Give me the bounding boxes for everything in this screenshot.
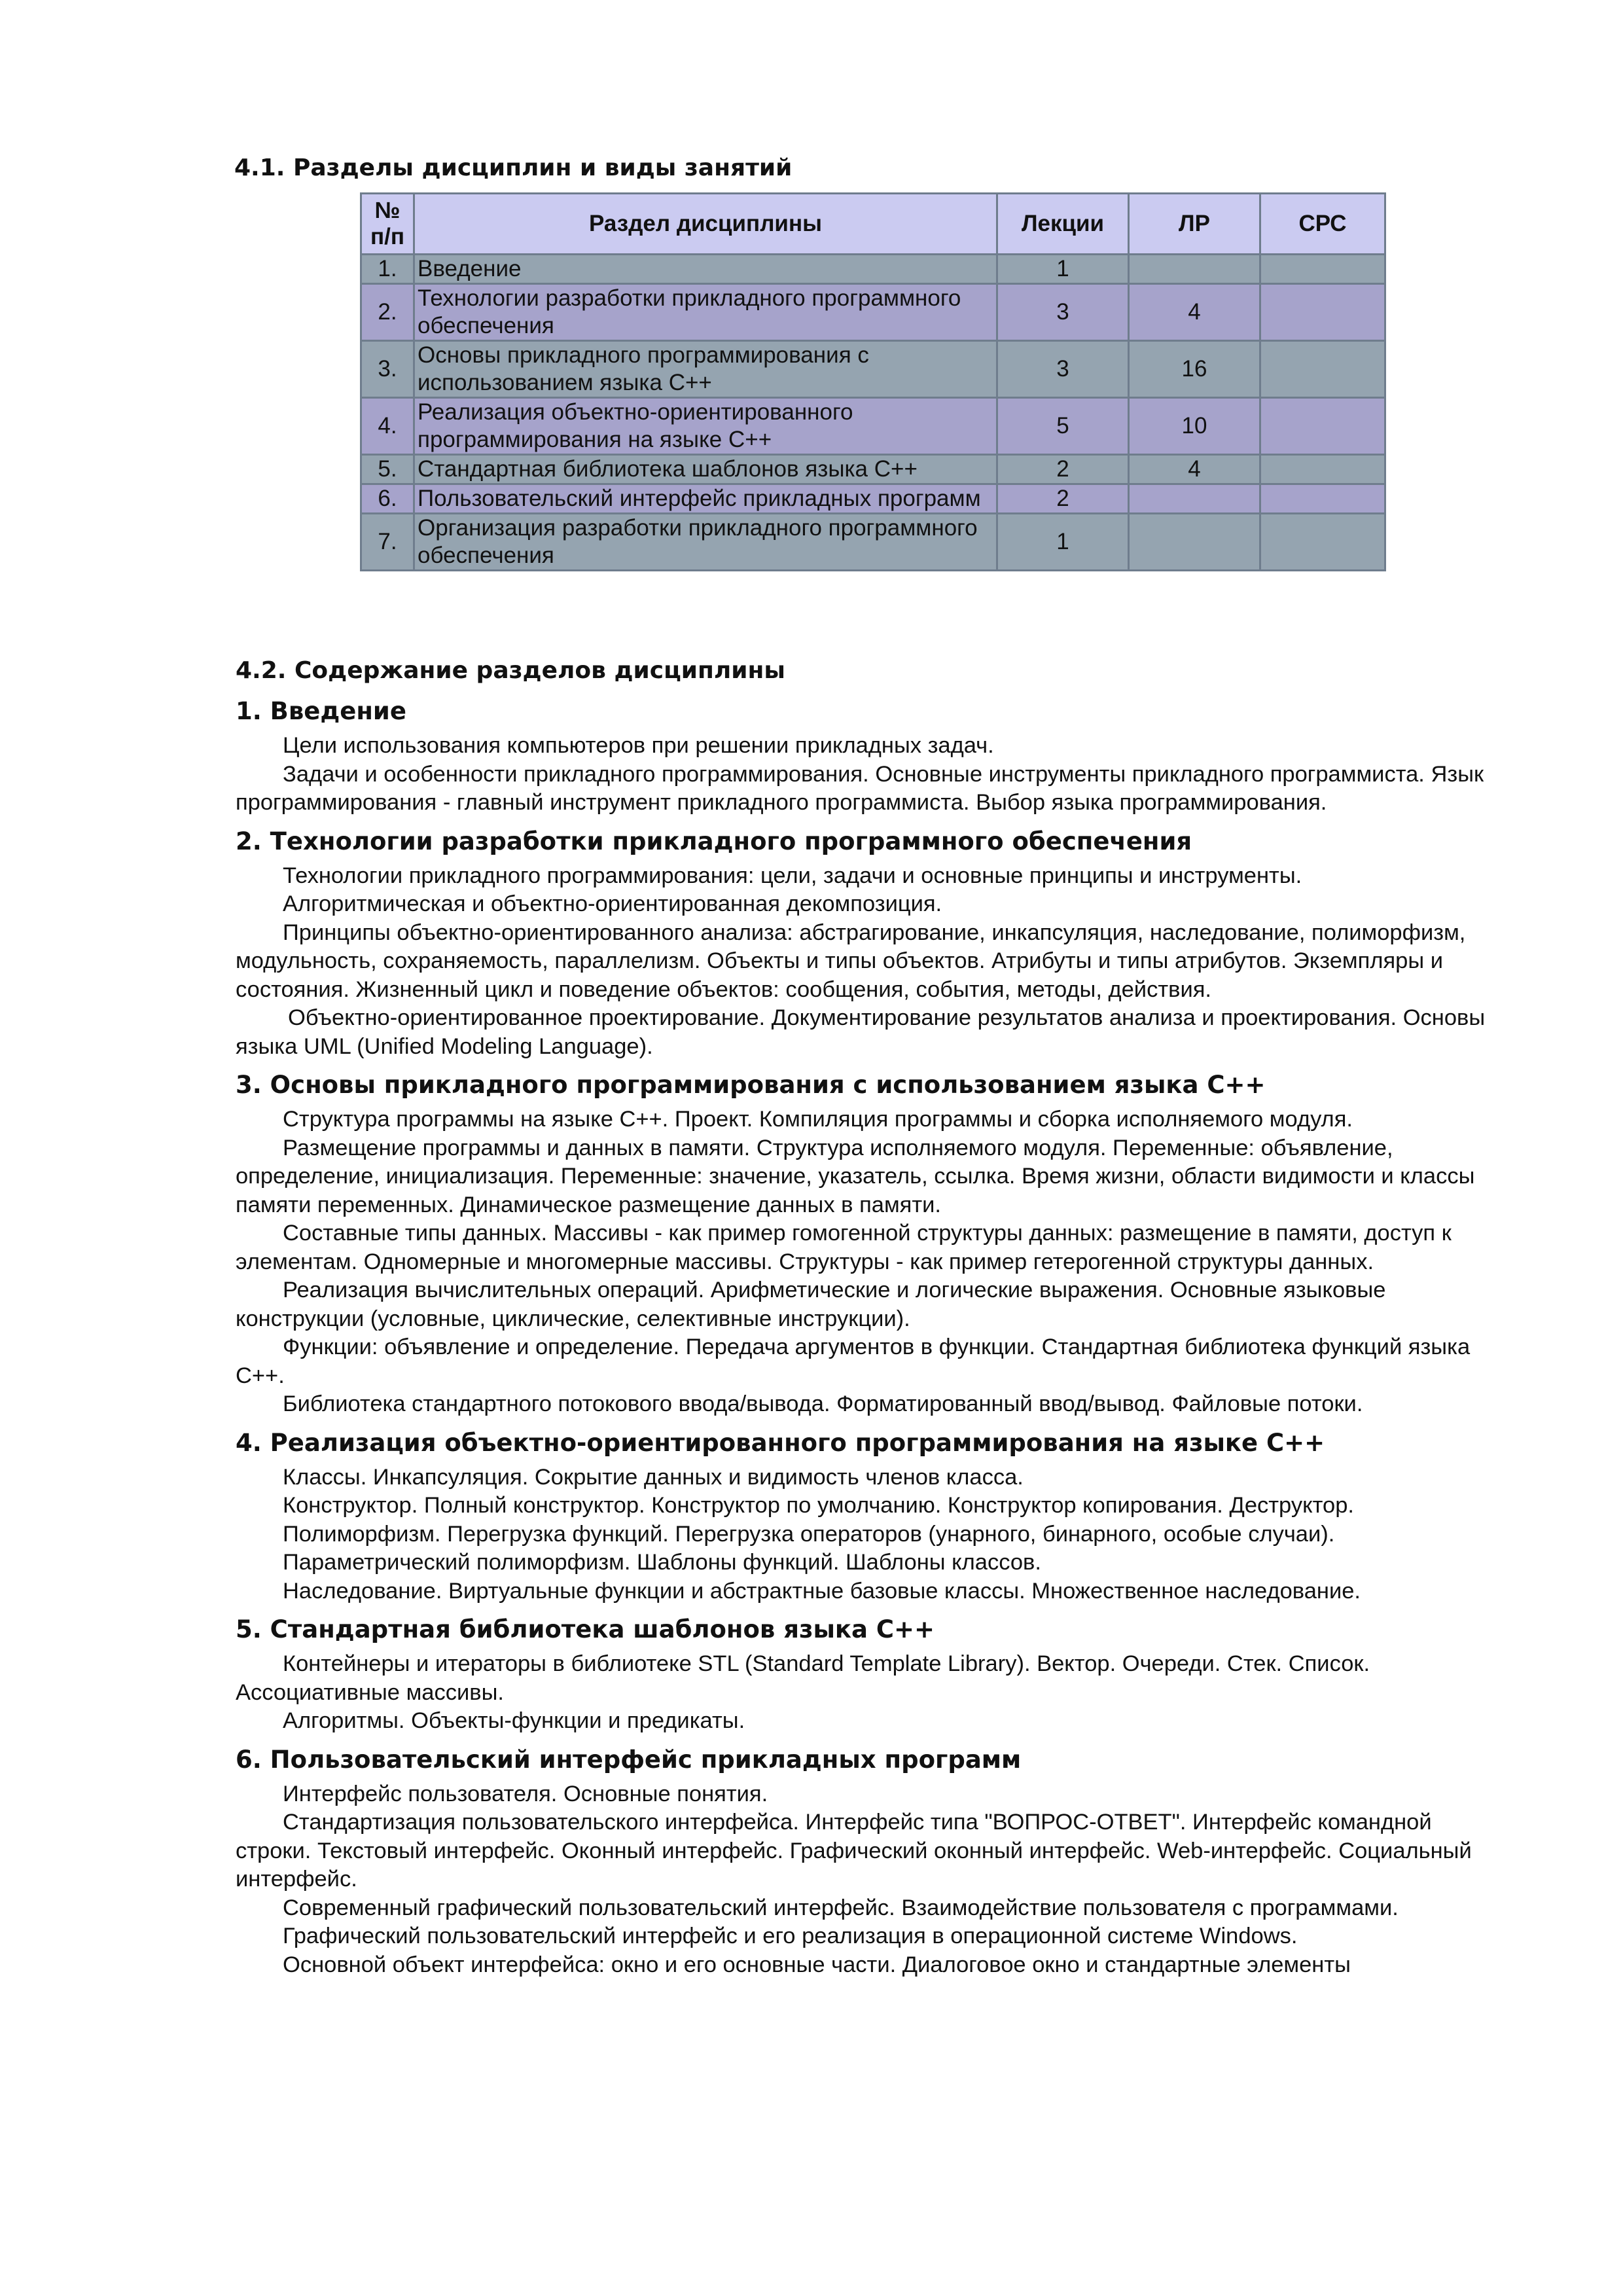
row-lectures: 3 <box>997 341 1129 398</box>
topic-paragraph: Технологии прикладного программирования: цели, задачи и основные принципы и инструменты. <box>283 863 1302 888</box>
row-num: 3. <box>361 341 414 398</box>
section-4-2-heading: 4.2. Содержание разделов дисциплины <box>236 657 785 684</box>
col-srs-header: СРС <box>1260 194 1385 255</box>
topic-paragraph: Структура программы на языке С++. Проект. Компиляция программы и сборка исполняемого модуля. <box>283 1107 1353 1132</box>
topic-paragraph: Современный графический пользовательский интерфейс. Взаимодействие пользователя с программами. <box>283 1895 1399 1920</box>
row-lectures: 3 <box>997 284 1129 341</box>
row-srs <box>1260 455 1385 484</box>
table-row <box>361 284 1385 341</box>
topic-paragraph: Классы. Инкапсуляция. Сокрытие данных и видимость членов класса. <box>283 1464 1024 1490</box>
table-row <box>361 514 1385 571</box>
col-lectures-header: Лекции <box>997 194 1129 255</box>
topic-paragraph: Стандартизация пользовательского интерфейса. Интерфейс типа "ВОПРОС-ОТВЕТ". Интерфейс командной строки. Текстовый интерфейс. Оконный интерфейс. Графический оконный интерфейс. Web-интерфейс. Социальный интерфейс. <box>236 1810 1472 1892</box>
topic-paragraph: Параметрический полиморфизм. Шаблоны функций. Шаблоны классов. <box>283 1550 1041 1575</box>
topic-title: 5. Стандартная библиотека шаблонов языка С++ <box>236 1615 935 1643</box>
row-title: Основы прикладного программирования с использованием языка С++ <box>414 341 997 398</box>
row-lectures: 2 <box>997 455 1129 484</box>
row-title: Введение <box>414 255 997 284</box>
row-num: 2. <box>361 284 414 341</box>
row-labs: 4 <box>1129 284 1260 341</box>
table-row <box>361 398 1385 455</box>
topic-paragraph: Интерфейс пользователя. Основные понятия. <box>283 1781 768 1806</box>
topic-paragraph: Контейнеры и итераторы в библиотеке STL (Standard Template Library). Вектор. Очереди. Стек. Список. Ассоциативные массивы. <box>236 1651 1370 1705</box>
row-num: 6. <box>361 484 414 514</box>
row-labs: 16 <box>1129 341 1260 398</box>
row-srs <box>1260 255 1385 284</box>
topic-paragraph: Составные типы данных. Массивы - как пример гомогенной структуры данных: размещение в памяти, доступ к элементам. Одномерные и многомерные массивы. Структуры - как пример гетерогенной структуры данных. <box>236 1221 1452 1274</box>
row-labs: 10 <box>1129 398 1260 455</box>
row-title: Организация разработки прикладного программного обеспечения <box>414 514 997 571</box>
row-title: Реализация объектно-ориентированного программирования на языке С++ <box>414 398 997 455</box>
row-lectures: 1 <box>997 514 1129 571</box>
topic-paragraph: Алгоритмы. Объекты-функции и предикаты. <box>283 1708 745 1733</box>
row-title: Стандартная библиотека шаблонов языка С++ <box>414 455 997 484</box>
topic-title: 2. Технологии разработки прикладного программного обеспечения <box>236 827 1192 855</box>
topic-paragraph: Цели использования компьютеров при решении прикладных задач. <box>283 733 994 758</box>
topic-paragraph: Размещение программы и данных в памяти. Структура исполняемого модуля. Переменные: объявление, определение, инициализация. Переменные: значение, указатель, ссылка. Время жизни, области видимости и классы памяти переменных. Динамическое размещение данных в памяти. <box>236 1135 1475 1217</box>
row-labs <box>1129 255 1260 284</box>
row-labs: 4 <box>1129 455 1260 484</box>
row-lectures: 5 <box>997 398 1129 455</box>
topic-title: 1. Введение <box>236 697 406 725</box>
sections-table <box>360 192 1386 571</box>
row-srs <box>1260 284 1385 341</box>
row-srs <box>1260 484 1385 514</box>
topic-paragraph: Задачи и особенности прикладного программирования. Основные инструменты прикладного программиста. Язык программирования - главный инструмент прикладного программиста. Выбор языка программирования. <box>236 761 1484 815</box>
section-4-1-heading: 4.1. Разделы дисциплин и виды занятий <box>234 154 793 181</box>
row-lectures: 1 <box>997 255 1129 284</box>
row-title: Технологии разработки прикладного программного обеспечения <box>414 284 997 341</box>
topic-paragraph: Графический пользовательский интерфейс и его реализация в операционной системе Windows. <box>283 1924 1298 1948</box>
col-title-header: Раздел дисциплины <box>414 194 997 255</box>
row-num: 4. <box>361 398 414 455</box>
table-row <box>361 341 1385 398</box>
topic-paragraph: Объектно-ориентированное проектирование. Документирование результатов анализа и проектирования. Основы языка UML (Unified Modeling Language). <box>236 1005 1486 1059</box>
table-row <box>361 455 1385 484</box>
col-labs-header: ЛР <box>1129 194 1260 255</box>
col-num-header <box>361 194 414 255</box>
topic-paragraph: Конструктор. Полный конструктор. Конструктор по умолчанию. Конструктор копирования. Деструктор. <box>283 1493 1354 1518</box>
col-num-header-line1: № <box>374 198 401 223</box>
row-num: 1. <box>361 255 414 284</box>
row-num: 5. <box>361 455 414 484</box>
topic-paragraph: Реализация вычислительных операций. Арифметические и логические выражения. Основные языковые конструкции (условные, циклические, селективные инструкции). <box>236 1278 1386 1331</box>
row-srs <box>1260 398 1385 455</box>
table-header-row <box>361 194 1385 255</box>
topic-title: 4. Реализация объектно-ориентированного программирования на языке С++ <box>236 1428 1325 1457</box>
row-labs <box>1129 514 1260 571</box>
topic-paragraph: Алгоритмическая и объектно-ориентированная декомпозиция. <box>283 891 942 916</box>
topic-paragraph: Наследование. Виртуальные функции и абстрактные базовые классы. Множественное наследование. <box>283 1578 1361 1604</box>
table-row <box>361 484 1385 514</box>
row-labs <box>1129 484 1260 514</box>
row-num: 7. <box>361 514 414 571</box>
row-title: Пользовательский интерфейс прикладных программ <box>414 484 997 514</box>
topic-paragraph: Основной объект интерфейса: окно и его основные части. Диалоговое окно и стандартные элементы <box>283 1952 1351 1977</box>
topic-paragraph: Библиотека стандартного потокового ввода/вывода. Форматированный ввод/вывод. Файловые потоки. <box>283 1391 1363 1416</box>
row-lectures: 2 <box>997 484 1129 514</box>
topic-title: 6. Пользовательский интерфейс прикладных программ <box>236 1745 1022 1774</box>
table-row <box>361 255 1385 284</box>
topic-paragraph: Полиморфизм. Перегрузка функций. Перегрузка операторов (унарного, бинарного, особые случаи). <box>283 1521 1335 1547</box>
topic-paragraph: Функции: объявление и определение. Передача аргументов в функции. Стандартная библиотека функций языка С++. <box>236 1335 1471 1388</box>
row-srs <box>1260 514 1385 571</box>
topic-paragraph: Принципы объектно-ориентированного анализа: абстрагирование, инкапсуляция, наследование, полиморфизм, модульность, сохраняемость, параллелизм. Объекты и типы объектов. Атрибуты и типы атрибутов. Экземпляры и состояния. Жизненный цикл и поведение объектов: сообщения, события, методы, действия. <box>236 920 1466 1002</box>
topic-title: 3. Основы прикладного программирования с использованием языка С++ <box>236 1071 1266 1099</box>
section-4-2 <box>236 655 1499 1979</box>
row-srs <box>1260 341 1385 398</box>
col-num-header-line2: п/п <box>370 224 404 249</box>
